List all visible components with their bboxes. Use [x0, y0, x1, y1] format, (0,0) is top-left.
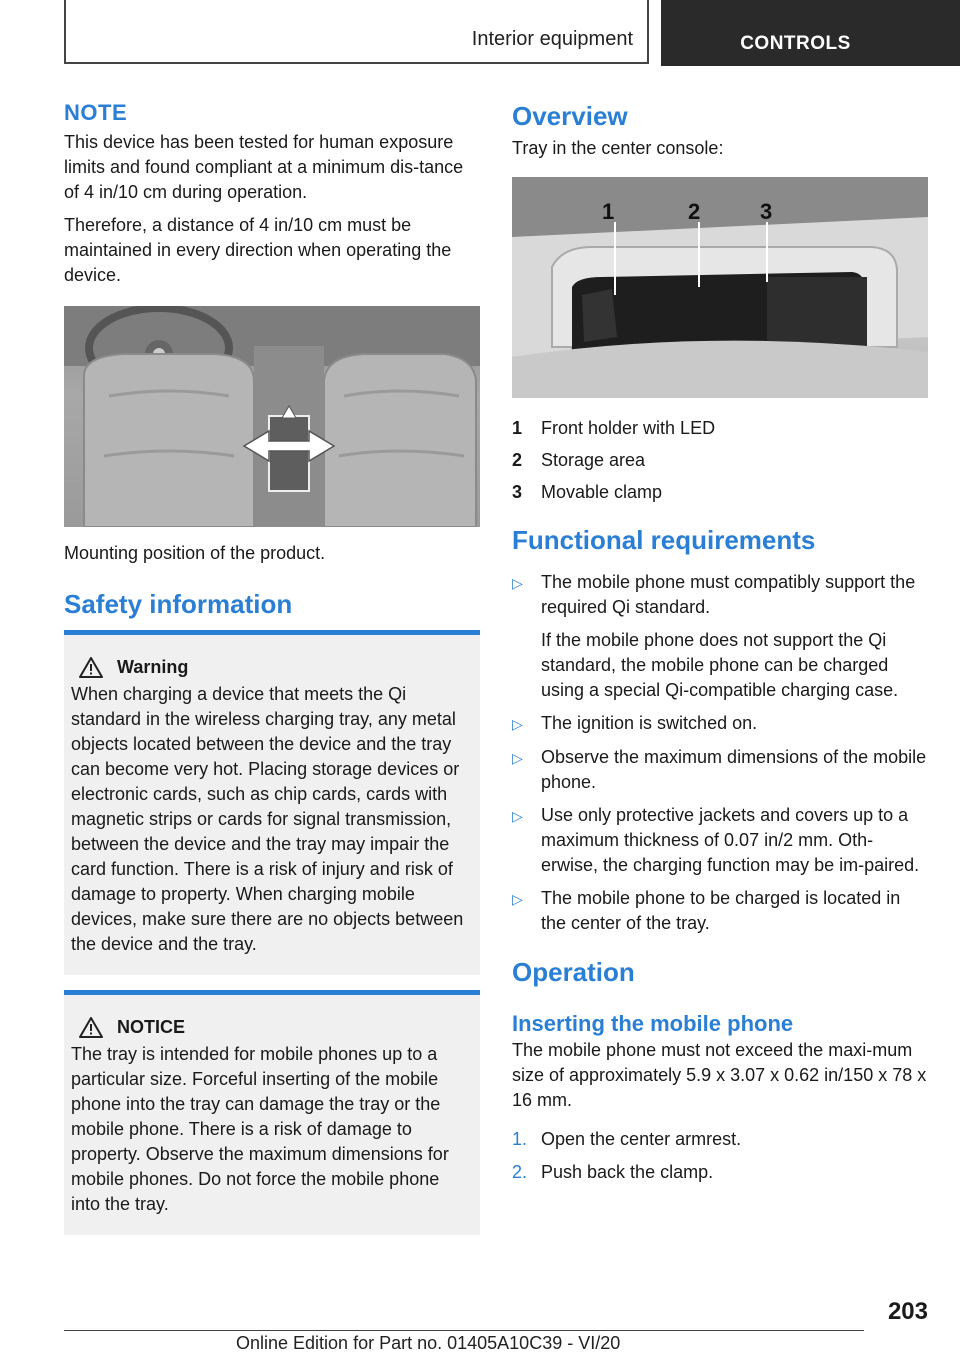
chapter-title: CONTROLS [740, 33, 851, 54]
legend-num: 2 [512, 450, 523, 470]
list-item-text: The mobile phone to be charged is located in the center of the tray. [541, 888, 901, 933]
list-item [512, 711, 928, 737]
triangle-bullet-icon: ▷ [512, 891, 523, 907]
note-paragraph-1: This device has been tested for human exposure limits and found compliant at a minimum dis‐tance of 4 in/10 cm during operation. [64, 132, 464, 202]
list-item [512, 570, 928, 620]
charging-tray-illustration [512, 177, 928, 398]
page-number: 203 [887, 1298, 928, 1325]
warning-triangle-icon [79, 657, 103, 678]
legend-item [512, 412, 928, 444]
note-paragraph-2: Therefore, a distance of 4 in/10 cm must be maintained in every direction when operating the device. [64, 215, 452, 285]
operation-heading: Operation [512, 957, 635, 987]
warning-title: Warning [117, 657, 189, 677]
notice-title: NOTICE [117, 1017, 186, 1037]
step-num: 2. [512, 1162, 528, 1182]
list-item-text: Observe the maximum dimensions of the mobile phone. [541, 747, 927, 792]
step-item [512, 1160, 928, 1185]
tray-legend [512, 412, 928, 508]
legend-text: Front holder with LED [541, 418, 716, 438]
list-item [512, 745, 928, 795]
list-item-subtext: If the mobile phone does not support the Qi standard, the mobile phone can be charged using a special Qi-compatible charging case. [541, 630, 899, 700]
notice-box [64, 990, 480, 1235]
notice-text: The tray is intended for mobile phones up to a particular size. Forceful inserting of the mobile phone into the tray can damage the tray or the mobile phone. There is a risk of damage to property. Observe the maximum dimensions for mobile phones. Do not force the mobile phone into the tray. [71, 1044, 449, 1214]
triangle-bullet-icon: ▷ [512, 808, 523, 824]
header-chapter [661, 0, 960, 66]
car-interior-illustration [64, 306, 480, 527]
callout-1: 1 [602, 199, 615, 224]
triangle-bullet-icon: ▷ [512, 716, 523, 732]
callout-2: 2 [688, 199, 701, 224]
warning-text: When charging a device that meets the Qi standard in the wireless charging tray, any metal objects located between the device and the tray can become very hot. Placing storage devices or electronic cards, such as chip cards, cards with magnetic strips or cards for signal transmission, between the device and the tray may impair the card function. There is a risk of injury and risk of damage to property. When charging mobile devices, make sure there are no objects between the device and the tray. [71, 684, 464, 954]
section-title: Interior equipment [471, 28, 633, 50]
warning-triangle-icon [79, 1017, 103, 1038]
list-item [512, 886, 928, 936]
edition-text: Online Edition for Part no. 01405A10C39 - VI/20 [236, 1333, 621, 1353]
footer-divider [64, 1330, 864, 1331]
warning-box [64, 630, 480, 975]
safety-heading: Safety information [64, 589, 293, 619]
header-section [64, 0, 649, 64]
inserting-text: The mobile phone must not exceed the maxi‐mum size of approximately 5.9 x 3.07 x 0.62 in/150 x 78 x 16 mm. [512, 1040, 927, 1110]
legend-text: Movable clamp [541, 482, 663, 502]
step-text: Push back the clamp. [541, 1162, 714, 1182]
list-item-text: The ignition is switched on. [541, 713, 758, 733]
step-item [512, 1127, 928, 1152]
overview-heading: Overview [512, 101, 628, 131]
callout-3: 3 [760, 199, 773, 224]
list-item-text: Use only protective jackets and covers up to a maximum thickness of 0.07 in/2 mm. Oth‐erwise, the charging function may be im‐paired. [541, 805, 920, 875]
left-column [64, 100, 480, 1235]
step-num: 1. [512, 1129, 528, 1149]
warning-title-row [79, 657, 472, 678]
triangle-bullet-icon: ▷ [512, 575, 523, 591]
mounting-position-image [64, 306, 480, 527]
legend-num: 1 [512, 418, 523, 438]
right-column [512, 100, 928, 1193]
functional-requirements-heading: Functional requirements [512, 525, 816, 555]
tray-image [512, 177, 928, 398]
legend-item [512, 444, 928, 476]
list-item-text: The mobile phone must compatibly support the required Qi standard. [541, 572, 916, 617]
step-text: Open the center armrest. [541, 1129, 742, 1149]
list-item [512, 803, 928, 878]
inserting-heading: Inserting the mobile phone [512, 1011, 794, 1036]
overview-intro: Tray in the center console: [512, 138, 724, 158]
legend-text: Storage area [541, 450, 646, 470]
note-heading: NOTE [64, 100, 128, 125]
legend-num: 3 [512, 482, 523, 502]
legend-item [512, 476, 928, 508]
triangle-bullet-icon: ▷ [512, 750, 523, 766]
notice-title-row [79, 1017, 472, 1038]
image-caption: Mounting position of the product. [64, 543, 326, 563]
